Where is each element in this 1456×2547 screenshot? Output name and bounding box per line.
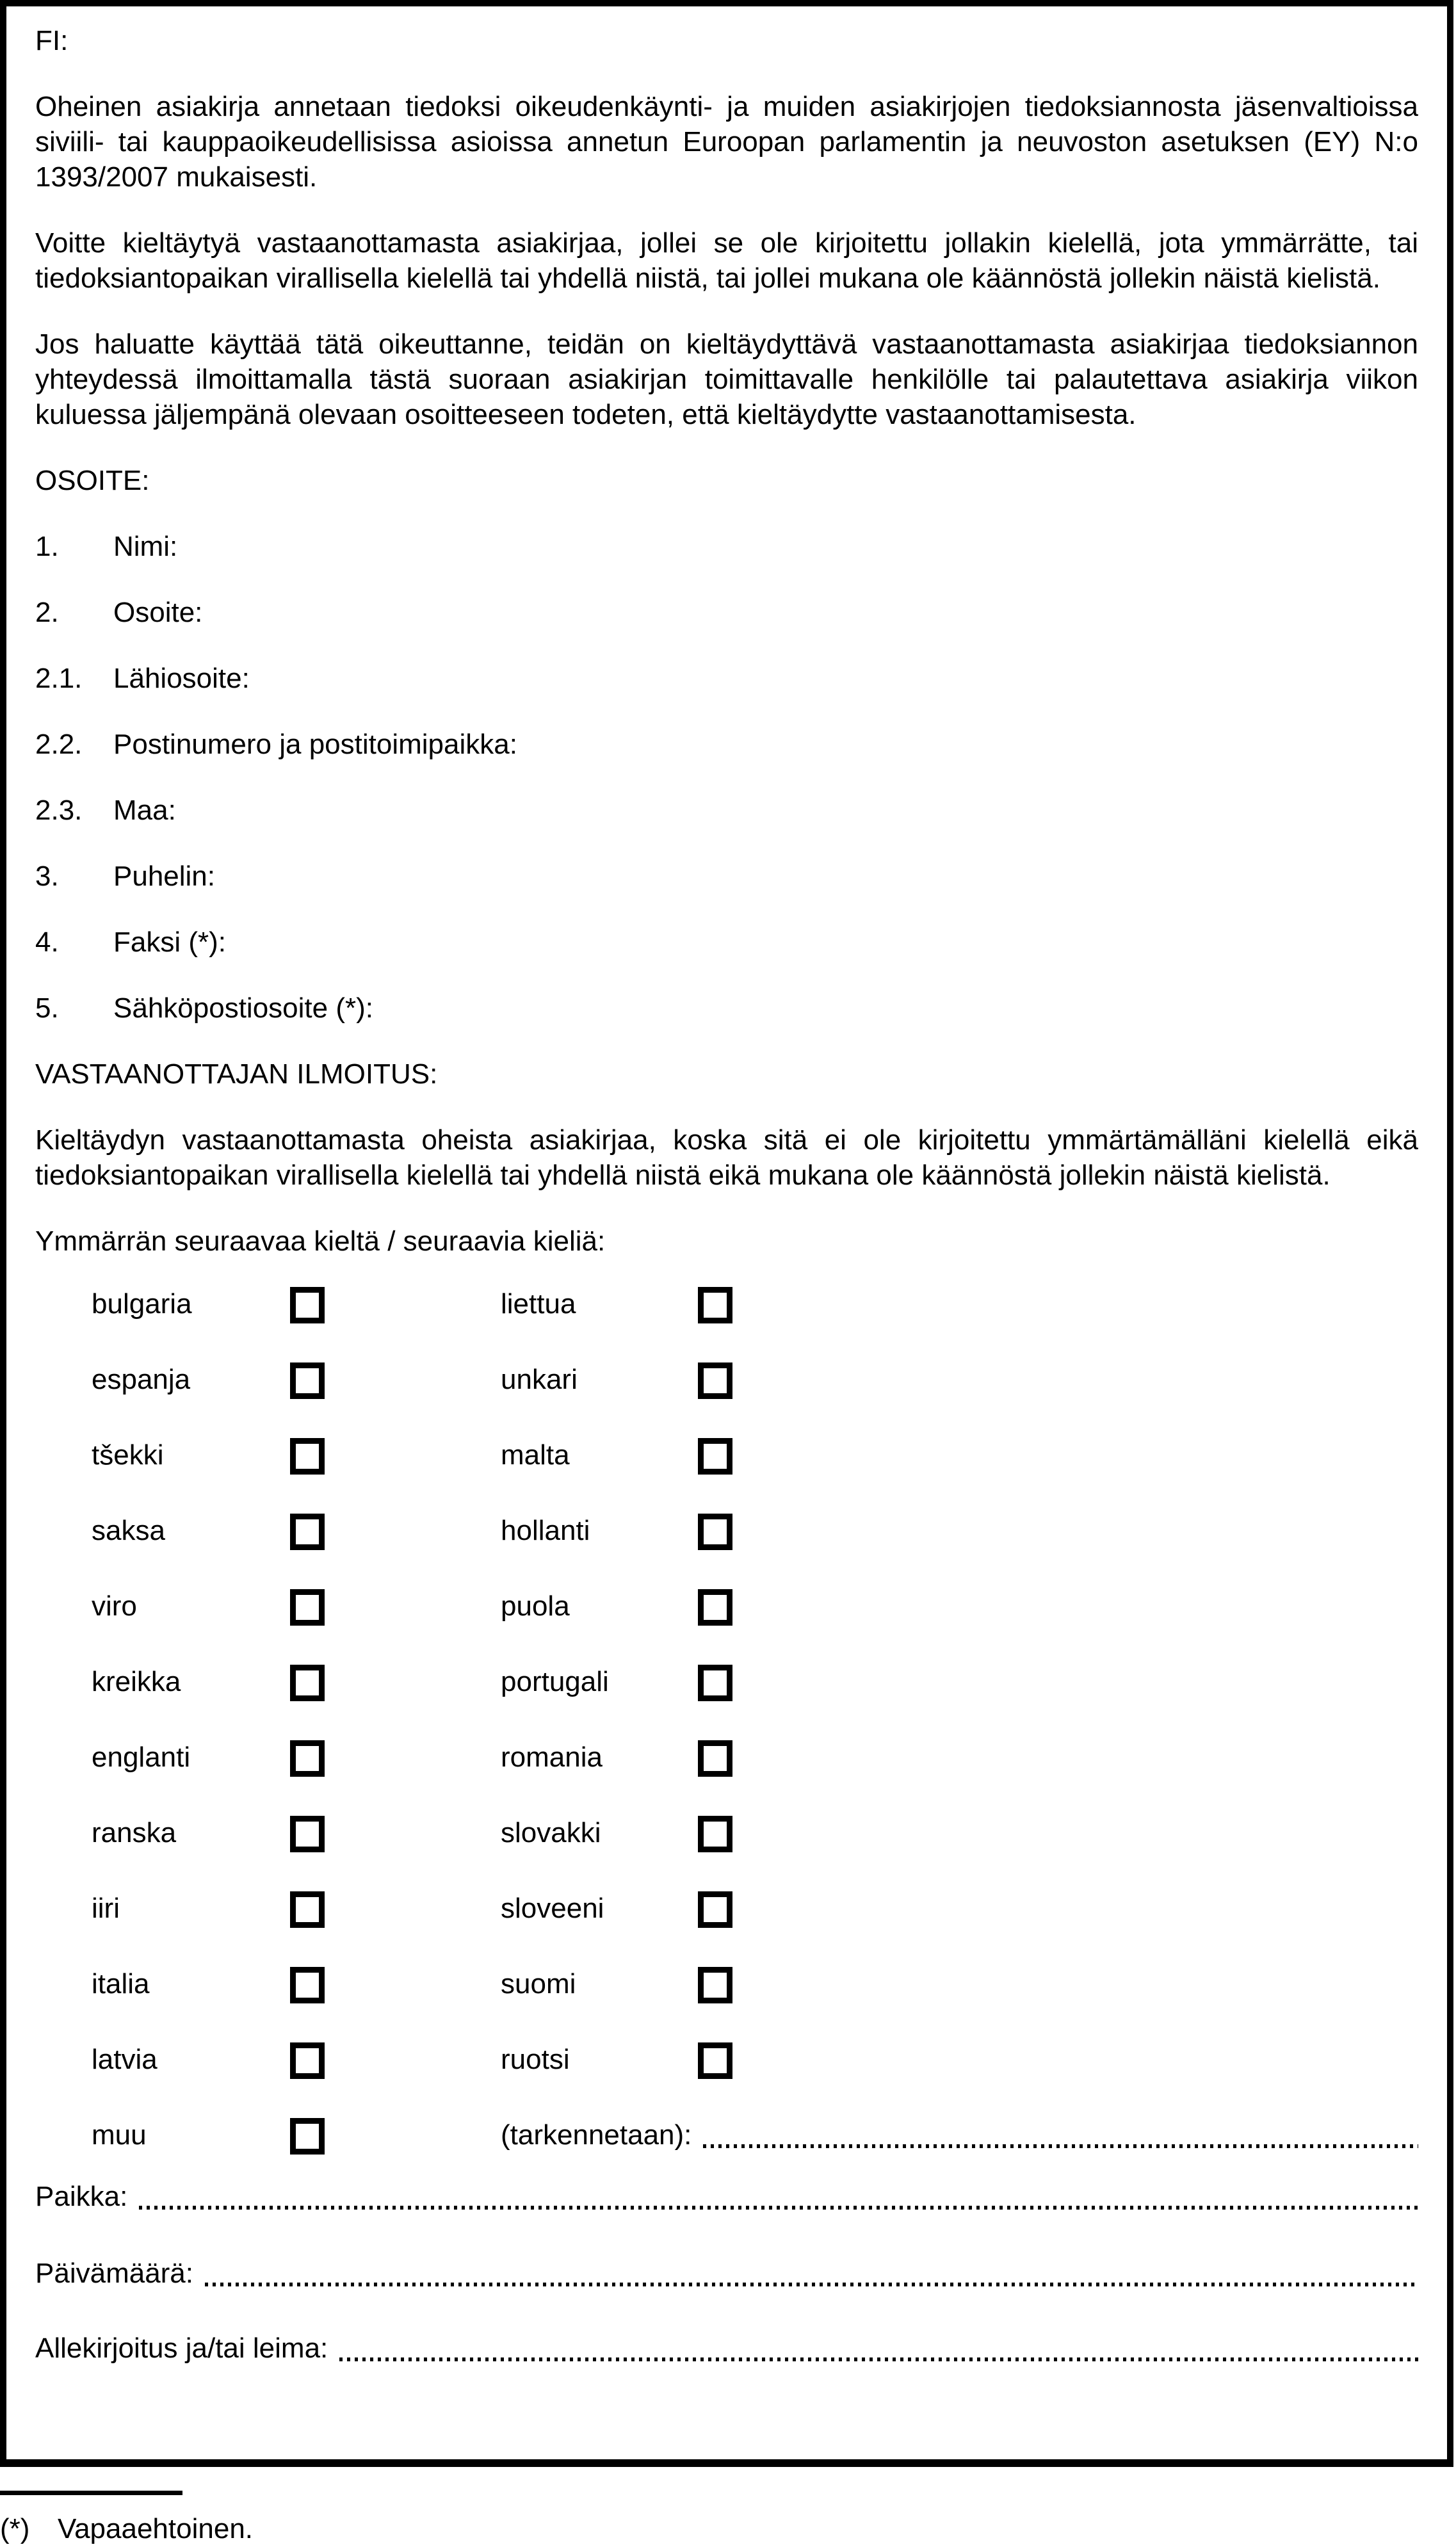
checkbox-iiri[interactable] xyxy=(290,1891,325,1928)
item-label: Puhelin: xyxy=(113,861,216,892)
item-number: 2.3. xyxy=(35,795,83,826)
language-label-puola: puola xyxy=(501,1590,570,1622)
language-row-ranska-slovakki xyxy=(35,1815,1418,1852)
item-number: 3. xyxy=(35,861,59,892)
item-number: 2.2. xyxy=(35,729,83,760)
language-label-slovakki: slovakki xyxy=(501,1817,601,1848)
language-label-kreikka: kreikka xyxy=(92,1666,181,1697)
checkbox-suomi[interactable] xyxy=(698,1967,732,2003)
item-label: Postinumero ja postitoimipaikka: xyxy=(113,729,517,760)
checkbox-muu[interactable] xyxy=(290,2118,325,2155)
item-number: 1. xyxy=(35,531,59,562)
checkbox-italia[interactable] xyxy=(290,1967,325,2003)
language-label-espanja: espanja xyxy=(92,1364,191,1395)
language-label-saksa: saksa xyxy=(92,1515,165,1546)
address-item-street xyxy=(35,661,1418,696)
footnote-divider xyxy=(0,2491,182,2495)
address-item-email xyxy=(35,990,1418,1026)
address-item-fax xyxy=(35,925,1418,960)
footnote-text: Vapaaehtoinen. xyxy=(58,2513,254,2544)
signature-row xyxy=(35,2331,1418,2366)
item-label: Maa: xyxy=(113,795,176,826)
checkbox-malta[interactable] xyxy=(698,1438,732,1475)
address-item-country xyxy=(35,793,1418,828)
language-label-hollanti: hollanti xyxy=(501,1515,590,1546)
footnote xyxy=(0,2511,768,2546)
place-row xyxy=(35,2179,1418,2214)
item-label: Faksi (*): xyxy=(113,926,226,958)
language-label-ruotsi: ruotsi xyxy=(501,2044,570,2075)
language-label-tsekki: tšekki xyxy=(92,1439,164,1471)
languages-intro: Ymmärrän seuraavaa kieltä / seuraavia kieliä: xyxy=(35,1225,606,1257)
address-item-phone xyxy=(35,859,1418,894)
instructions-paragraph: Jos haluatte käyttää tätä oikeuttanne, teidän on kieltäydyttävä vastaanottamasta asiakirjaa tiedoksiannon yhteydessä ilmoittamalla tästä suoraan asiakirjan toimittavalle henkilölle tai palautettava asiakirja viikon kuluessa jäljempänä olevaan osoitteeseen todeten, että kieltäydytte vastaanottamisesta. xyxy=(35,328,1418,430)
language-label-iiri: iiri xyxy=(92,1893,120,1924)
language-row-viro-puola xyxy=(35,1589,1418,1626)
date-row xyxy=(35,2256,1418,2291)
language-row-saksa-hollanti xyxy=(35,1513,1418,1550)
address-heading: OSOITE: xyxy=(35,465,150,496)
language-label-suomi: suomi xyxy=(501,1968,576,2000)
checkbox-ranska[interactable] xyxy=(290,1816,325,1852)
language-label-romania: romania xyxy=(501,1742,603,1773)
checkbox-viro[interactable] xyxy=(290,1589,325,1626)
checkbox-ruotsi[interactable] xyxy=(698,2042,732,2079)
specify-language-fill-line[interactable] xyxy=(703,2144,1418,2148)
language-checkbox-table xyxy=(35,1286,1418,2155)
language-row-espanja-unkari xyxy=(35,1362,1418,1399)
language-label-sloveeni: sloveeni xyxy=(501,1893,604,1924)
language-row-englanti-romania xyxy=(35,1740,1418,1777)
specify-language-label: (tarkennetaan): xyxy=(501,2119,692,2151)
refusal-right-paragraph: Voitte kieltäytyä vastaanottamasta asiakirjaa, jollei se ole kirjoitettu jollakin kielellä, jota ymmärrätte, tai tiedoksiantopaikan virallisella kielellä tai yhdellä niistä, tai jollei mukana ole käännöstä jollekin näistä kielistä. xyxy=(35,227,1418,294)
item-number: 2.1. xyxy=(35,663,83,694)
declaration-paragraph: Kieltäydyn vastaanottamasta oheista asiakirjaa, koska sitä ei ole kirjoitettu ymmärtämälläni kielellä eikä tiedoksiantopaikan virallisella kielellä tai yhdellä niistä eikä mukana ole käännöstä jollekin näistä kielistä. xyxy=(35,1124,1418,1191)
language-label-latvia: latvia xyxy=(92,2044,158,2075)
language-code-label: FI: xyxy=(35,25,69,56)
item-number: 2. xyxy=(35,597,59,628)
language-label-liettua: liettua xyxy=(501,1288,576,1320)
language-row-bulgaria-liettua xyxy=(35,1286,1418,1323)
language-label-malta: malta xyxy=(501,1439,570,1471)
item-number: 4. xyxy=(35,926,59,958)
language-label-bulgaria: bulgaria xyxy=(92,1288,192,1320)
checkbox-unkari[interactable] xyxy=(698,1362,732,1399)
checkbox-slovakki[interactable] xyxy=(698,1816,732,1852)
language-row-muu xyxy=(35,2117,1418,2155)
signature-label: Allekirjoitus ja/tai leima: xyxy=(35,2333,328,2364)
checkbox-puola[interactable] xyxy=(698,1589,732,1626)
signature-fill-line[interactable] xyxy=(339,2357,1418,2361)
language-label-portugali: portugali xyxy=(501,1666,609,1697)
language-label-italia: italia xyxy=(92,1968,150,2000)
date-label: Päivämäärä: xyxy=(35,2258,194,2289)
language-label-muu: muu xyxy=(92,2119,147,2151)
place-fill-line[interactable] xyxy=(139,2206,1418,2210)
address-item-name xyxy=(35,529,1418,564)
intro-paragraph: Oheinen asiakirja annetaan tiedoksi oikeudenkäynti- ja muiden asiakirjojen tiedoksiannosta jäsenvaltioissa siviili- tai kauppaoikeudellisissa asioissa annetun Euroopan parlamentin ja neuvoston asetuksen (EY) N:o 1393/2007 mukaisesti. xyxy=(35,91,1418,193)
checkbox-romania[interactable] xyxy=(698,1740,732,1777)
item-label: Sähköpostiosoite (*): xyxy=(113,992,373,1024)
address-item-address xyxy=(35,595,1418,630)
language-label-ranska: ranska xyxy=(92,1817,177,1848)
language-row-latvia-ruotsi xyxy=(35,2042,1418,2079)
item-label: Lähiosoite: xyxy=(113,663,250,694)
language-label-unkari: unkari xyxy=(501,1364,578,1395)
checkbox-kreikka[interactable] xyxy=(290,1665,325,1701)
checkbox-sloveeni[interactable] xyxy=(698,1891,732,1928)
checkbox-hollanti[interactable] xyxy=(698,1514,732,1550)
checkbox-englanti[interactable] xyxy=(290,1740,325,1777)
language-row-iiri-sloveeni xyxy=(35,1891,1418,1928)
checkbox-latvia[interactable] xyxy=(290,2042,325,2079)
item-label: Osoite: xyxy=(113,597,203,628)
declaration-heading: VASTAANOTTAJAN ILMOITUS: xyxy=(35,1058,438,1090)
language-label-englanti: englanti xyxy=(92,1742,191,1773)
checkbox-portugali[interactable] xyxy=(698,1665,732,1701)
item-label: Nimi: xyxy=(113,531,178,562)
address-item-postcode xyxy=(35,727,1418,762)
language-row-italia-suomi xyxy=(35,1966,1418,2003)
language-row-kreikka-portugali xyxy=(35,1664,1418,1701)
item-number: 5. xyxy=(35,992,59,1024)
date-fill-line[interactable] xyxy=(205,2283,1418,2286)
checkbox-tsekki[interactable] xyxy=(290,1438,325,1475)
language-row-tsekki-malta xyxy=(35,1437,1418,1475)
checkbox-liettua[interactable] xyxy=(698,1287,732,1323)
footnote-marker: (*) xyxy=(0,2513,30,2544)
language-label-viro: viro xyxy=(92,1590,137,1622)
checkbox-bulgaria[interactable] xyxy=(290,1287,325,1323)
place-label: Paikka: xyxy=(35,2181,128,2212)
checkbox-saksa[interactable] xyxy=(290,1514,325,1550)
checkbox-espanja[interactable] xyxy=(290,1362,325,1399)
